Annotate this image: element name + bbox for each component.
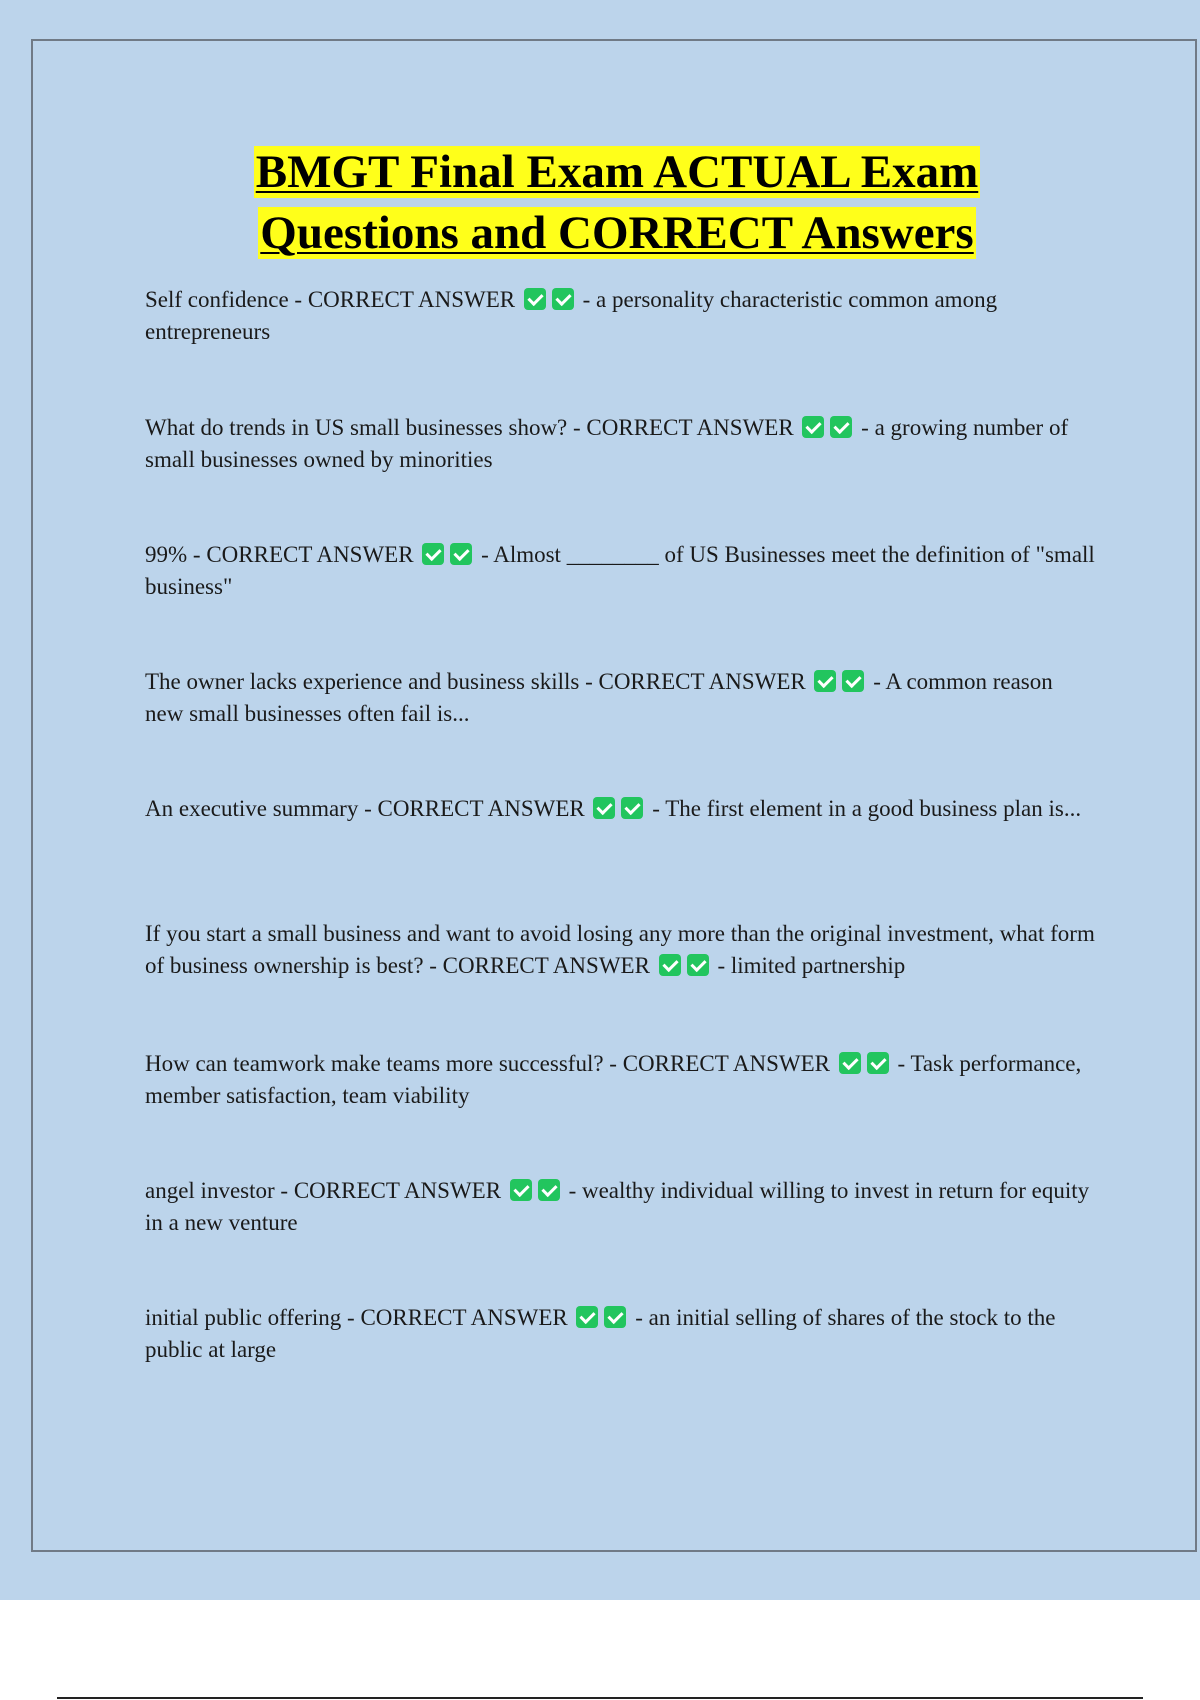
check-mark-icon <box>839 1052 861 1074</box>
answer-text: - an initial selling of shares of the stock to the public at large <box>145 1305 1056 1362</box>
answer-text: - Almost ________ of US Businesses meet the definition of "small business" <box>145 542 1095 599</box>
qa-item <box>145 1048 1095 1112</box>
qa-item <box>145 666 1095 730</box>
document-title <box>0 142 1200 264</box>
qa-item <box>145 1175 1095 1239</box>
check-mark-icon <box>538 1179 560 1201</box>
question-text: The owner lacks experience and business skills - CORRECT ANSWER <box>145 669 806 694</box>
answer-text: - limited partnership <box>717 953 906 978</box>
check-mark-icon <box>422 543 444 565</box>
check-mark-icon <box>621 797 643 819</box>
question-text: Self confidence - CORRECT ANSWER <box>145 287 516 312</box>
check-mark-icon <box>867 1052 889 1074</box>
question-text: If you start a small business and want to avoid losing any more than the original investment, what form of business ownership is best? - CORRECT ANSWER <box>145 921 1095 978</box>
check-mark-icon <box>510 1179 532 1201</box>
qa-item <box>145 918 1095 982</box>
answer-text: - a growing number of small businesses owned by minorities <box>145 415 1069 472</box>
answer-text: - The first element in a good business plan is... <box>652 796 1082 821</box>
question-text: angel investor - CORRECT ANSWER <box>145 1178 502 1203</box>
footer-rule <box>57 1697 1143 1699</box>
answer-text: - A common reason new small businesses often fail is... <box>145 669 1053 726</box>
question-text: initial public offering - CORRECT ANSWER <box>145 1305 568 1330</box>
answer-text: - a personality characteristic common among entrepreneurs <box>145 287 998 344</box>
check-mark-icon <box>593 797 615 819</box>
check-mark-icon <box>842 670 864 692</box>
check-mark-icon <box>450 543 472 565</box>
qa-item <box>145 412 1095 476</box>
qa-item <box>145 1302 1095 1366</box>
check-mark-icon <box>552 288 574 310</box>
check-mark-icon <box>659 954 681 976</box>
qa-item <box>145 539 1095 603</box>
title-line-1: BMGT Final Exam ACTUAL Exam <box>255 146 979 198</box>
check-mark-icon <box>830 416 852 438</box>
question-text: What do trends in US small businesses show? - CORRECT ANSWER <box>145 415 794 440</box>
answer-text: - Task performance, member satisfaction, team viability <box>145 1051 1082 1108</box>
question-text: 99% - CORRECT ANSWER <box>145 542 414 567</box>
check-mark-icon <box>802 416 824 438</box>
question-text: How can teamwork make teams more successful? - CORRECT ANSWER <box>145 1051 830 1076</box>
check-mark-icon <box>524 288 546 310</box>
check-mark-icon <box>576 1306 598 1328</box>
question-text: An executive summary - CORRECT ANSWER <box>145 796 585 821</box>
qa-item <box>145 284 1095 348</box>
answer-text: - wealthy individual willing to invest in return for equity in a new venture <box>145 1178 1090 1235</box>
check-mark-icon <box>687 954 709 976</box>
check-mark-icon <box>814 670 836 692</box>
check-mark-icon <box>604 1306 626 1328</box>
title-line-2: Questions and CORRECT Answers <box>260 207 974 259</box>
qa-item <box>145 793 1095 825</box>
